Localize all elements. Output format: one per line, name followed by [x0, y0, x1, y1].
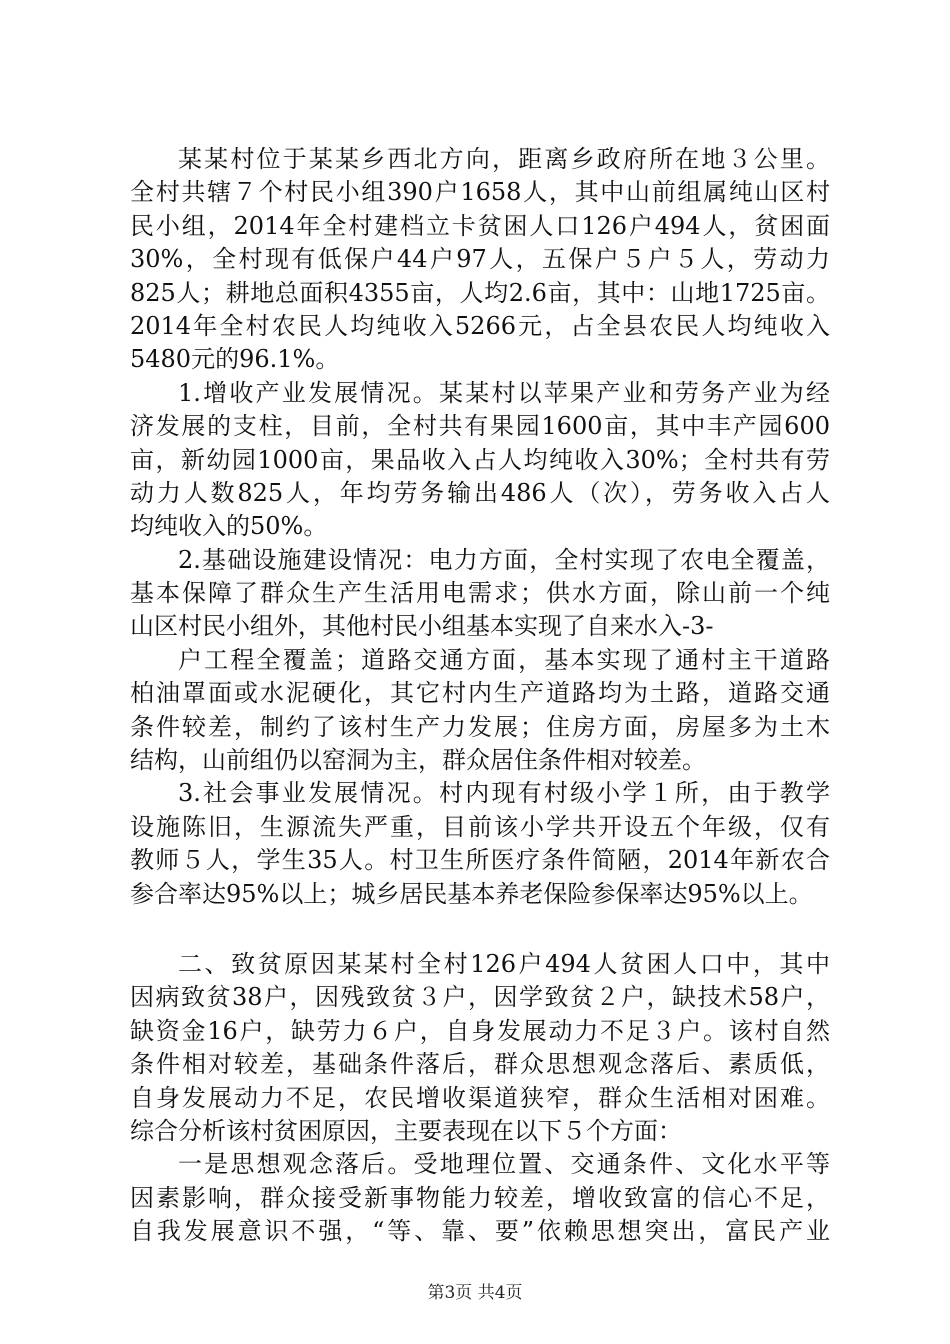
paragraph-social-development — [130, 777, 830, 911]
text-line: 2.基础设施建设情况：电力方面，全村实现了农电全覆盖， — [178, 545, 830, 574]
text-line: 均纯收入的50%。 — [130, 512, 328, 541]
text-line: 3.社会事业发展情况。村内现有村级小学１所，由于教学 — [178, 779, 830, 808]
text-line: 因病致贫38户，因残致贫３户，因学致贫２户，缺技术58户， — [130, 983, 830, 1012]
text-line: 教师５人，学生35人。村卫生所医疗条件简陋，2014年新农合 — [130, 846, 830, 875]
text-line: 亩，新幼园1000亩，果品收入占人均纯收入30%；全村共有劳 — [130, 445, 830, 474]
paragraph-poverty-causes — [130, 948, 830, 1148]
paragraph-backward-thinking — [130, 1148, 830, 1248]
text-line: 户工程全覆盖；道路交通方面，基本实现了通村主干道路 — [178, 645, 830, 674]
text-line: 济发展的支柱，目前，全村共有果园1600亩，其中丰产园600 — [130, 412, 830, 441]
text-line: 自身发展动力不足，农民增收渠道狭窄，群众生活相对困难。 — [130, 1083, 830, 1112]
text-line: 综合分析该村贫困原因，主要表现在以下５个方面： — [130, 1116, 682, 1145]
text-line: 民小组，2014年全村建档立卡贫困人口126户494人，贫困面 — [130, 211, 830, 240]
text-line: 设施陈旧，生源流失严重，目前该小学共开设五个年级，仅有 — [130, 812, 830, 841]
text-line: 二、致贫原因某某村全村126户494人贫困人口中，其中 — [178, 949, 830, 978]
text-line: 某某村位于某某乡西北方向，距离乡政府所在地３公里。 — [178, 145, 830, 173]
text-line: 5480元的96.1%。 — [130, 345, 340, 374]
text-line: 基本保障了群众生产生活用电需求；供水方面，除山前一个纯 — [130, 579, 830, 608]
page-number-label: 第3页 共4页 — [427, 1283, 523, 1303]
text-line: 825人；耕地总面积4355亩，人均2.6亩，其中：山地1725亩。 — [130, 278, 830, 307]
text-line: 山区村民小组外，其他村民小组基本实现了自来水入-3- — [130, 612, 714, 641]
text-line: 30%，全村现有低保户44户97人，五保户５户５人，劳动力 — [130, 245, 830, 274]
paragraph-village-overview — [130, 143, 830, 377]
page-footer — [0, 1278, 950, 1303]
text-line: 柏油罩面或水泥硬化，其它村内生产道路均为土路，道路交通 — [130, 679, 830, 708]
paragraph-infrastructure-continued — [130, 644, 830, 778]
text-line: 结构，山前组仍以窑洞为主，群众居住条件相对较差。 — [130, 746, 706, 775]
paragraph-infrastructure — [130, 544, 830, 644]
paragraph-spacer — [130, 911, 830, 948]
text-line: 条件较差，制约了该村生产力发展；住房方面，房屋多为土木 — [130, 712, 830, 741]
text-line: 缺资金16户，缺劳力６户，自身发展动力不足３户。该村自然 — [130, 1016, 830, 1045]
paragraph-industry-development — [130, 377, 830, 544]
text-line: 全村共辖７个村民小组390户1658人，其中山前组属纯山区村 — [130, 178, 830, 207]
text-line: 自我发展意识不强，“等、靠、要”依赖思想突出，富民产业 — [130, 1217, 830, 1246]
text-line: 动力人数825人，年均劳务输出486人（次），劳务收入占人 — [130, 478, 830, 507]
body-text — [130, 143, 830, 1249]
text-line: 1.增收产业发展情况。某某村以苹果产业和劳务产业为经 — [178, 378, 830, 407]
text-line: 条件相对较差，基础条件落后，群众思想观念落后、素质低， — [130, 1050, 830, 1079]
text-line: 因素影响，群众接受新事物能力较差，增收致富的信心不足， — [130, 1183, 830, 1212]
text-line: 2014年全村农民人均纯收入5266元，占全县农民人均纯收入 — [130, 311, 830, 340]
text-line: 参合率达95%以上；城乡居民基本养老保险参保率达95%以上。 — [130, 879, 813, 908]
text-line: 一是思想观念落后。受地理位置、交通条件、文化水平等 — [178, 1150, 830, 1179]
